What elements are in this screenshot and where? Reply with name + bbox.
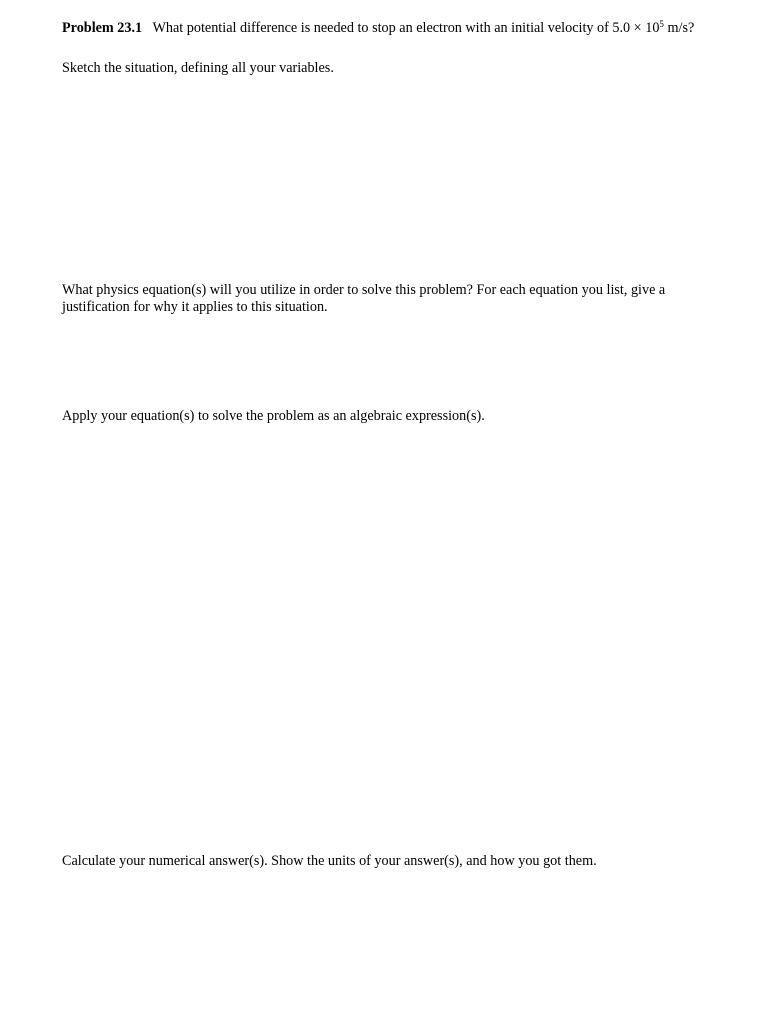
problem-question-units: m/s? bbox=[663, 20, 695, 36]
calculate-work-area[interactable] bbox=[62, 882, 712, 1012]
calculate-prompt: Calculate your numerical answer(s). Show the units of your answer(s), and how you got them. bbox=[62, 853, 597, 869]
problem-label: Problem 23.1 bbox=[62, 20, 143, 36]
equations-work-area[interactable] bbox=[62, 322, 712, 402]
problem-question: What potential difference is needed to stop an electron with an initial velocity of 5.0 × 10 bbox=[152, 20, 660, 36]
apply-work-area[interactable] bbox=[62, 436, 712, 836]
sketch-prompt: Sketch the situation, defining all your variables. bbox=[62, 60, 334, 76]
problem-statement bbox=[62, 20, 762, 37]
sketch-work-area[interactable] bbox=[62, 90, 712, 270]
exponent: 5 bbox=[659, 19, 664, 29]
apply-prompt: Apply your equation(s) to solve the problem as an algebraic expression(s). bbox=[62, 408, 485, 424]
equations-prompt: What physics equation(s) will you utilize in order to solve this problem? For each equation you list, give a justification for why it applies to this situation. bbox=[62, 282, 666, 315]
